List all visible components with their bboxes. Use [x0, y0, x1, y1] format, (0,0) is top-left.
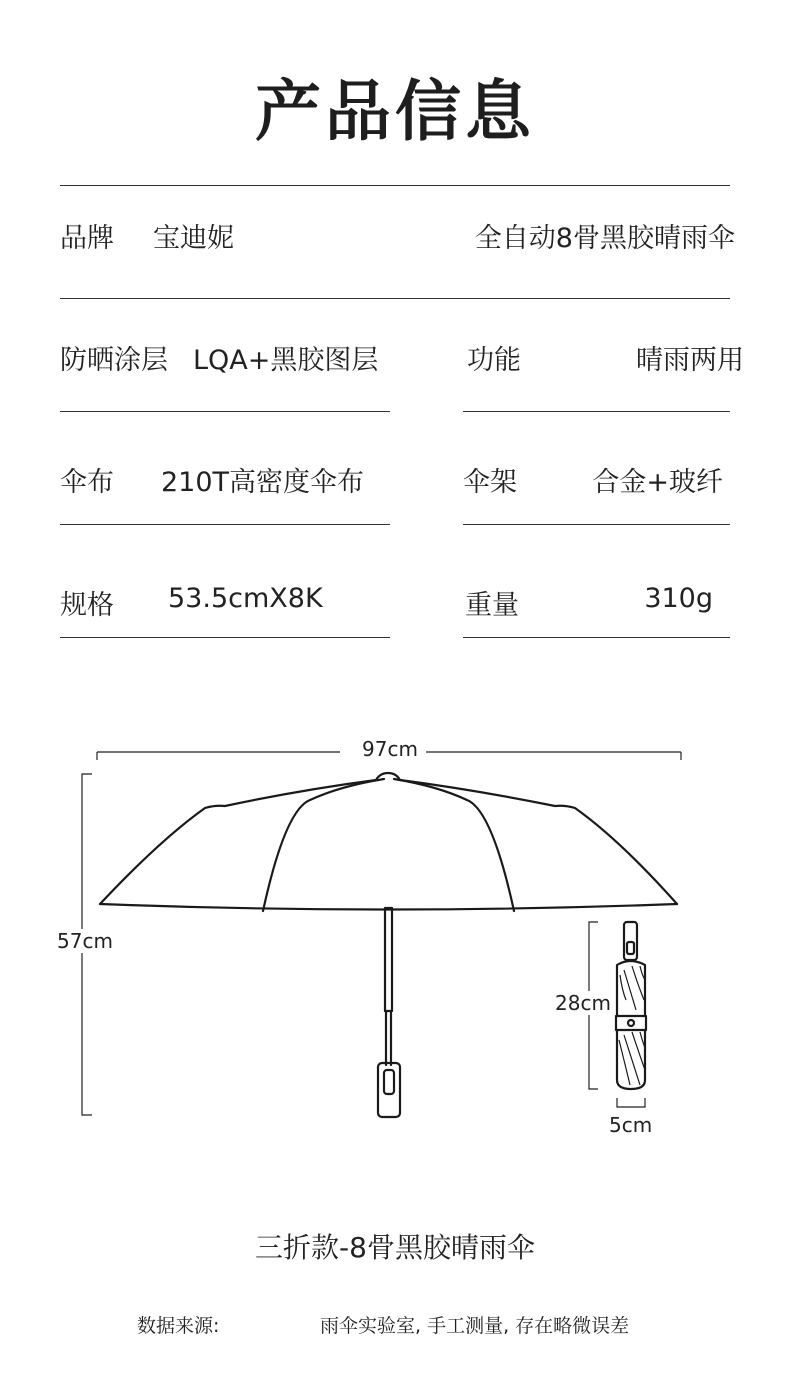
fabric-label: 伞布 [60, 467, 114, 498]
product-name: 全自动8骨黑胶晴雨伞 [474, 223, 735, 254]
function-value: 晴雨两用 [636, 345, 744, 376]
frame-value: 合金+玻纤 [592, 467, 723, 498]
weight-label: 重量 [465, 590, 519, 621]
size-value: 53.5cmX8K [168, 583, 323, 614]
brand-value: 宝迪妮 [153, 223, 234, 254]
frame-label: 伞架 [463, 467, 517, 498]
brand-label: 品牌 [60, 223, 114, 254]
folded-diameter-dimension: 5cm [609, 1113, 653, 1137]
weight-value: 310g [644, 583, 713, 614]
function-label: 功能 [467, 345, 521, 376]
source-text: 雨伞实验室, 手工测量, 存在略微误差 [320, 1315, 630, 1337]
fabric-value: 210T高密度伞布 [161, 467, 365, 498]
open-width-dimension: 97cm [362, 737, 418, 761]
page-title: 产品信息 [255, 73, 535, 150]
coating-label: 防晒涂层 [60, 345, 168, 376]
folded-length-dimension: 28cm [555, 991, 611, 1015]
size-label: 规格 [60, 590, 114, 621]
coating-value: LQA+黑胶图层 [193, 345, 379, 376]
product-caption: 三折款-8骨黑胶晴雨伞 [255, 1231, 535, 1264]
source-label: 数据来源: [137, 1315, 220, 1337]
open-height-dimension: 57cm [57, 929, 113, 953]
